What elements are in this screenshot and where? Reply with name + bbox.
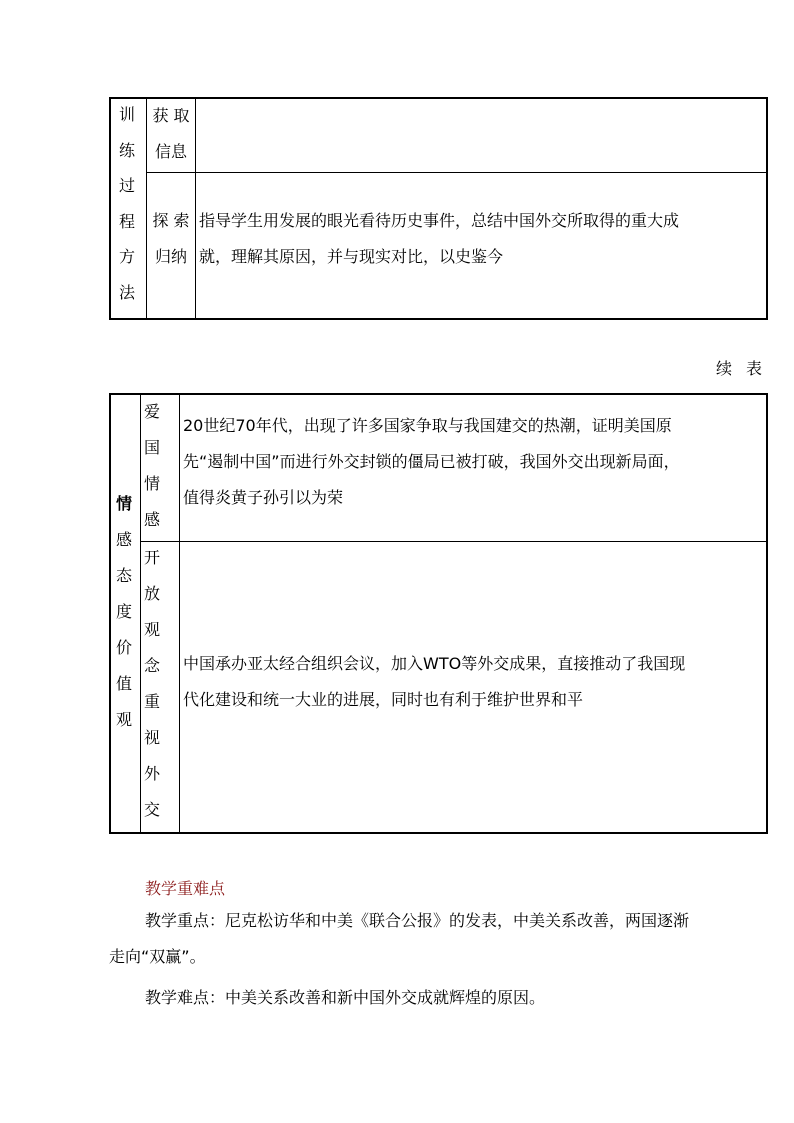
table1-row-divider xyxy=(146,172,767,173)
table2-row2-content: 中国承办亚太经合组织会议，加入WTO等外交成果，直接推动了我国现 代化建设和统一大业的进展，同时也有利于维护世界和平 xyxy=(183,654,686,709)
difficulty-paragraph: 教学难点：中美关系改善和新中国外交成就辉煌的原因。 xyxy=(145,988,546,1007)
table1-row2-content: 指导学生用发展的眼光看待历史事件，总结中国外交所取得的重大成 就，理解其原因，并与现实对比，以史鉴今 xyxy=(199,211,680,266)
continued-label: 续表 xyxy=(716,359,777,378)
table1-col-divider-2 xyxy=(195,97,196,320)
table2-row-divider xyxy=(140,541,767,542)
table1-row1-label: 获 取 信息 xyxy=(152,106,190,161)
key-point-paragraph: 教学重点：尼克松访华和中美《联合公报》的发表，中美关系改善，两国逐渐 走向“双赢”。 xyxy=(109,911,690,966)
table2-col-divider-2 xyxy=(179,393,180,834)
table2-row1-label: 爱 国 情 感 xyxy=(143,402,160,529)
table2-row1-content: 20世纪70年代，出现了许多国家争取与我国建交的热潮，证明美国原 先“遏制中国”而进行外交封锁的僵局已被打破，我国外交出现新局面， 值得炎黄子孙引以为荣 xyxy=(183,416,680,507)
table1-col-divider-1 xyxy=(146,97,147,320)
table2-row2-label: 开 放 观 念 重 视 外 交 xyxy=(143,548,160,819)
table1-row2-label: 探 索 归纳 xyxy=(152,211,190,266)
table1-category-label: 训 练 过 程 方 法 xyxy=(118,105,135,302)
section-title: 教学重难点 xyxy=(145,879,226,898)
table2-category-label: 情 感 态 度 价 值 观 xyxy=(115,494,132,729)
